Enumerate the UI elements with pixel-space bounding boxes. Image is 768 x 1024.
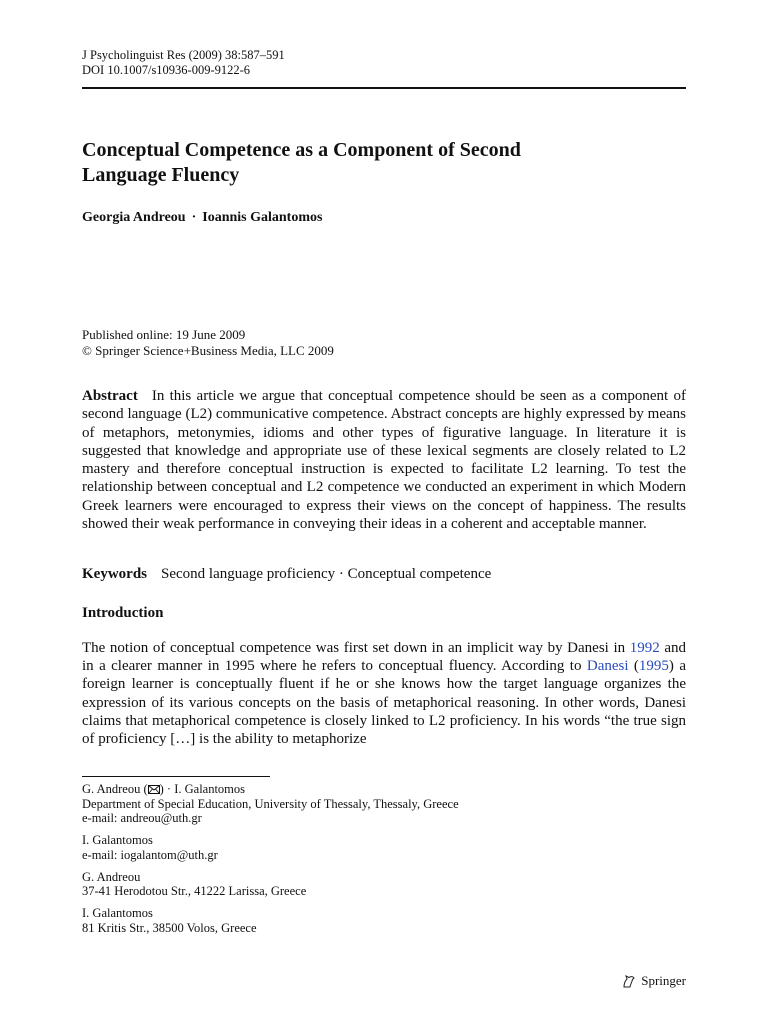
envelope-icon	[148, 785, 160, 794]
publisher-logo	[621, 972, 686, 990]
intro-close-paren: )	[668, 658, 674, 675]
footnote-name: G. Andreou	[82, 869, 141, 884]
footnote-andreou-address	[82, 870, 459, 899]
article-title	[82, 138, 686, 188]
author-separator: ·	[191, 210, 197, 225]
footnote-author-galantomos: ) · I. Galantomos	[159, 782, 246, 796]
keywords	[82, 564, 491, 584]
journal-header	[82, 48, 285, 78]
title-line-1: Conceptual Competence as a Component of Second	[82, 139, 521, 161]
author-andreou: Georgia Andreou	[82, 210, 186, 225]
section-heading-introduction: Introduction	[82, 605, 164, 621]
footnote-name: I. Galantomos	[82, 906, 153, 920]
intro-text-2: and in a clearer manner in 1995 where he refers to conceptual fluency. According to	[82, 640, 686, 675]
footnote-department: Department of Special Education, University of Thessaly, Thessaly, Greece	[82, 796, 459, 811]
footnote-affiliation	[82, 782, 459, 826]
footnote-rule	[82, 776, 270, 777]
article-page	[82, 0, 686, 1024]
footnote-name: I. Galantomos	[82, 833, 153, 847]
journal-citation: J Psycholinguist Res (2009) 38:587–591	[82, 48, 285, 62]
journal-doi: DOI 10.1007/s10936-009-9122-6	[82, 63, 251, 77]
published-date: Published online: 19 June 2009	[82, 327, 246, 342]
intro-open-paren: (	[628, 658, 639, 675]
footnote-corresponding-authors	[82, 782, 459, 797]
footnote-email-andreou: e-mail: andreou@uth.gr	[82, 811, 202, 825]
publisher-name: Springer	[641, 973, 686, 988]
intro-text-3: a foreign learner is conceptually fluent if he or she knows how the target language organizes the expression of its various concepts on the basis of metaphorical reasoning. In other words, Danesi claims that metaphorical competence is closely linked to L2 proficiency. In his words “the true sign of proficiency […] is the ability to metaphorize	[82, 658, 686, 748]
copyright-notice: © Springer Science+Business Media, LLC 2009	[82, 343, 334, 358]
footnote-author-andreou: G. Andreou (	[82, 782, 148, 796]
intro-text-1: The notion of conceptual competence was first set down in an implicit way by Danesi in	[82, 640, 630, 656]
keywords-text: Second language proficiency · Conceptual competence	[161, 566, 492, 582]
author-list	[82, 208, 322, 228]
citation-link-1995[interactable]: 1995	[638, 658, 669, 675]
citation-link-danesi[interactable]: Danesi	[586, 658, 629, 675]
keywords-label: Keywords	[82, 566, 147, 582]
author-footnotes	[82, 782, 459, 943]
abstract-text: In this article we argue that conceptual competence should be seen as a component of second language (L2) communicative competence. Abstract concepts are highly expressed by means of metaphors, metonymies, idioms and other types of figurative language. In literature it is suggested that knowledge and appropriate use of these lexical segments are closely related to L2 mastery and therefore conceptual instruction is expected to facilitate L2 learning. To test the relationship between conceptual and L2 competence we conducted an experiment in which Modern Greek learners were encouraged to express their views on the concept of happiness. The results showed their weak performance in conveying their ideas in a coherent and acceptable manner.	[82, 388, 686, 533]
abstract-label: Abstract	[82, 388, 138, 404]
abstract	[82, 387, 686, 533]
footnote-email-galantomos: e-mail: iogalantom@uth.gr	[82, 847, 218, 862]
publication-info	[82, 327, 334, 359]
author-galantomos: Ioannis Galantomos	[202, 210, 323, 225]
footnote-address-volos: 81 Kritis Str., 38500 Volos, Greece	[82, 920, 257, 935]
introduction-paragraph	[82, 639, 686, 748]
footnote-galantomos-email	[82, 833, 459, 862]
header-rule	[82, 87, 686, 89]
footnote-address-larissa: 37-41 Herodotou Str., 41222 Larissa, Greece	[82, 884, 307, 898]
title-line-2: Language Fluency	[82, 164, 240, 186]
citation-link-1992[interactable]: 1992	[629, 640, 660, 656]
footnote-galantomos-address	[82, 906, 459, 935]
springer-horse-icon	[621, 973, 637, 989]
